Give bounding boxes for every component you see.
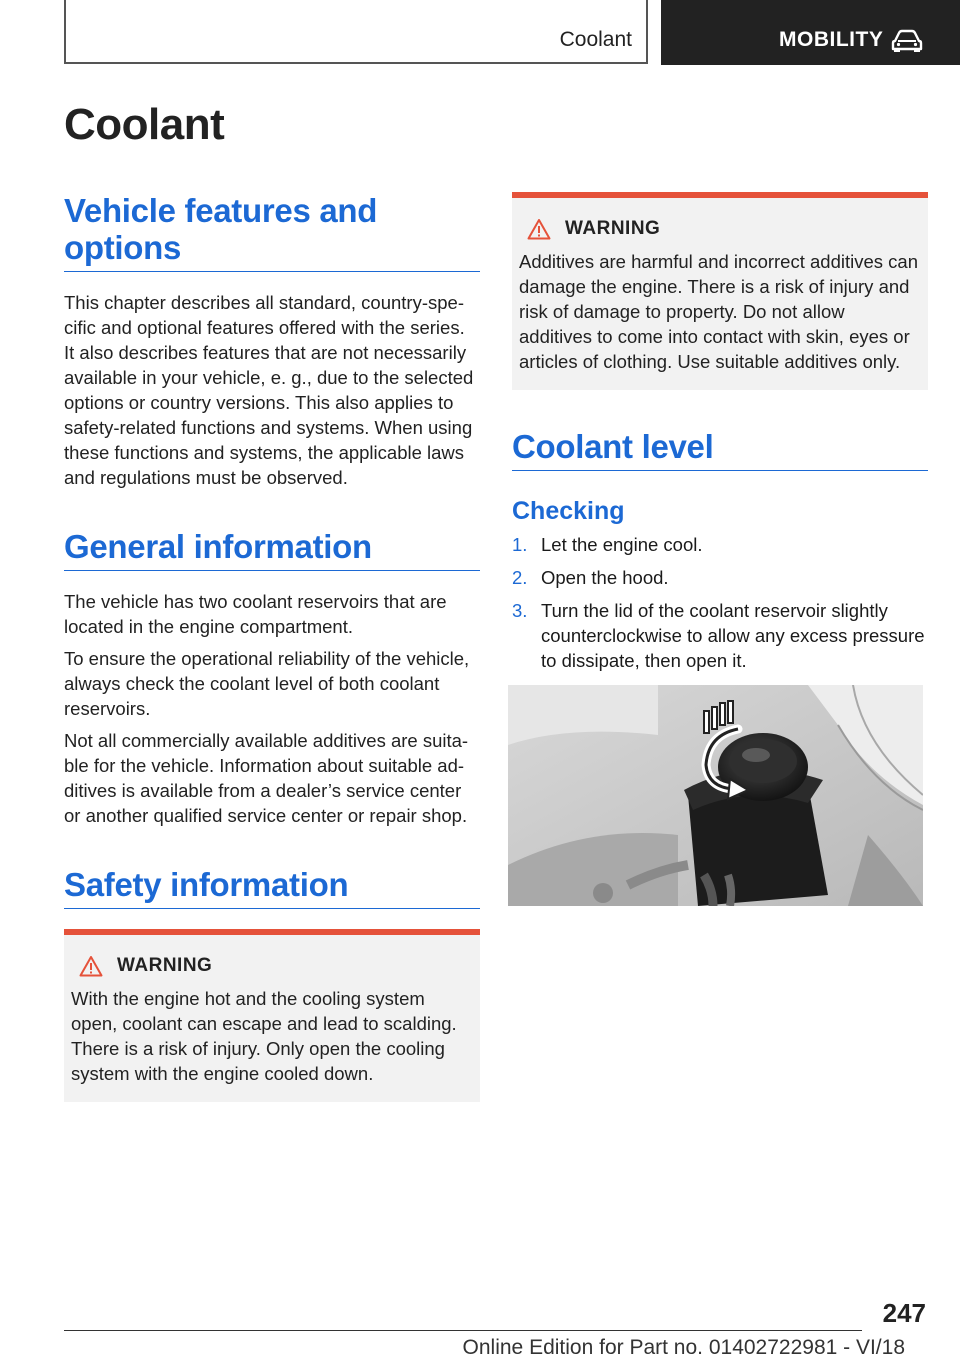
list-item: [512, 532, 928, 557]
general-paragraph-2: To ensure the operational reliability of the vehicle, always check the coolant level of both coolant reservoirs.: [64, 648, 470, 719]
warning-text: Additives are harmful and incorrect additives can damage the engine. There is a risk of injury and risk of damage to property. Do not allow additives to come into contact with skin, eyes or articles of clothing. Use suitable additives only.: [519, 251, 918, 372]
warning-box-additives: [512, 192, 928, 390]
step-text: Open the hood.: [541, 567, 669, 588]
warning-triangle-icon: [527, 218, 551, 240]
header-section-title: Coolant: [559, 28, 632, 51]
heading-safety-information: Safety information: [64, 866, 480, 909]
checking-steps-list: [512, 532, 928, 673]
step-number: 2.: [512, 567, 528, 588]
right-column: [512, 192, 928, 906]
warning-header: [527, 218, 920, 240]
heading-vehicle-features: Vehicle features and options: [64, 192, 480, 272]
step-number: 3.: [512, 600, 528, 621]
header-section-box: [64, 0, 648, 64]
warning-triangle-icon: [79, 955, 103, 977]
heading-general-information: General information: [64, 528, 480, 571]
car-icon: [891, 29, 923, 53]
warning-title: WARNING: [565, 218, 661, 239]
page-title: Coolant: [64, 100, 225, 149]
warning-title: WARNING: [117, 955, 213, 976]
warning-box-safety: [64, 929, 480, 1102]
step-text: Let the engine cool.: [541, 534, 703, 555]
list-item: [512, 598, 928, 673]
coolant-reservoir-drawing: [508, 685, 923, 906]
general-paragraph-1: The vehicle has two coolant reservoirs that are located in the engine compartment.: [64, 591, 447, 637]
subheading-checking: Checking: [512, 497, 625, 525]
header-chapter-tab: [661, 0, 960, 65]
step-text: Turn the lid of the coolant reservoir slightly counterclockwise to allow any excess pressure to dissipate, then open it.: [541, 600, 925, 671]
coolant-reservoir-illustration: [508, 685, 923, 906]
edition-text: Online Edition for Part no. 01402722981 - VI/18: [462, 1336, 905, 1359]
footer-divider: [64, 1330, 862, 1331]
list-item: [512, 565, 928, 590]
header-chapter-label: MOBILITY: [779, 28, 884, 51]
warning-header: [79, 955, 472, 977]
left-column: [64, 192, 480, 1102]
vehicle-features-text: This chapter describes all standard, country-specific and optional features offered with the series. It also describes features that are not necessarily available in your vehicle, e. g., due to the selected options or country versions. This also applies to safety-related functions and systems. When using these functions and systems, the applicable laws and regulations must be observed.: [64, 292, 474, 488]
general-paragraph-3: Not all commercially available additives are suitable for the vehicle. Information about suitable additives is available from a dealer’s service center or another qualified service center or repair shop.: [64, 730, 469, 826]
step-number: 1.: [512, 534, 528, 555]
heading-coolant-level: Coolant level: [512, 428, 928, 471]
warning-text: With the engine hot and the cooling system open, coolant can escape and lead to scalding. There is a risk of injury. Only open the cooling system with the engine cooled down.: [71, 988, 457, 1084]
page-number: 247: [882, 1298, 926, 1328]
